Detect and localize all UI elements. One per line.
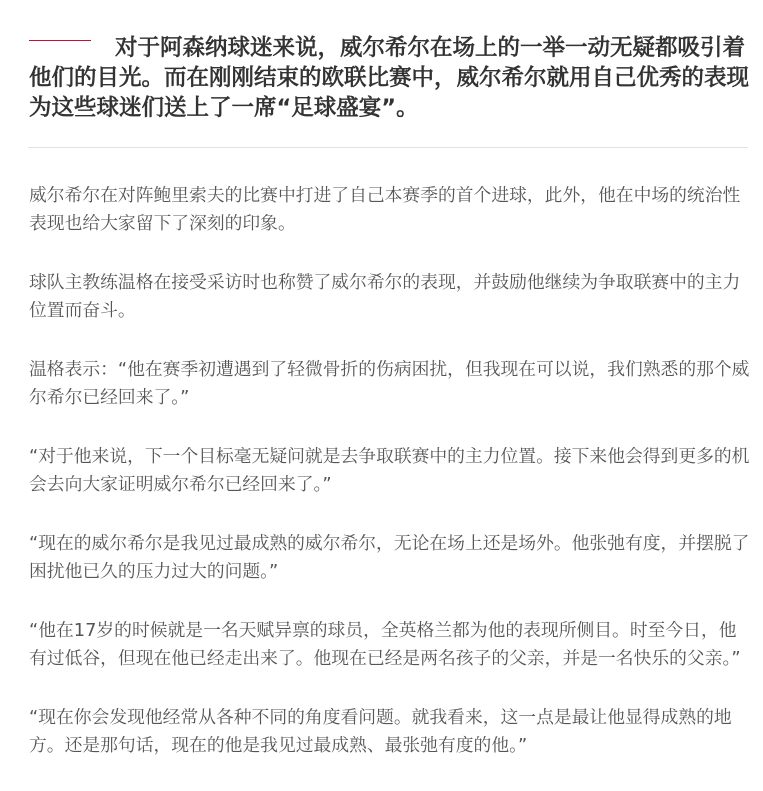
paragraph: 球队主教练温格在接受采访时也称赞了威尔希尔的表现，并鼓励他继续为争取联赛中的主力位置而奋斗。 [29, 272, 741, 321]
paragraph: 温格表示：“他在赛季初遭遇到了轻微骨折的伤病困扰，但我现在可以说，我们熟悉的那个威尔希尔已经回来了。” [29, 359, 750, 408]
paragraph: “现在的威尔希尔是我见过最成熟的威尔希尔，无论在场上还是场外。他张弛有度，并摆脱了困扰他已久的压力过大的问题。” [29, 533, 750, 582]
paragraph: “对于他来说，下一个目标毫无疑问就是去争取联赛中的主力位置。接下来他会得到更多的机会去向大家证明威尔希尔已经回来了。” [29, 446, 750, 495]
article-body [29, 182, 751, 791]
paragraph: “他在17岁的时候就是一名天赋异禀的球员，全英格兰都为他的表现所侧目。时至今日，他有过低谷，但现在他已经走出来了。他现在已经是两名孩子的父亲，并是一名快乐的父亲。” [29, 620, 741, 669]
article-lead: 对于阿森纳球迷来说，威尔希尔在场上的一举一动无疑都吸引着他们的目光。而在刚刚结束的欧联比赛中，威尔希尔就用自己优秀的表现为这些球迷们送上了一席“足球盛宴”。 [29, 35, 750, 121]
paragraph: “现在你会发现他经常从各种不同的角度看问题。就我看来，这一点是最让他显得成熟的地方。还是那句话，现在的他是我见过最成熟、最张弛有度的他。” [29, 707, 732, 756]
paragraph: 威尔希尔在对阵鲍里索夫的比赛中打进了自己本赛季的首个进球，此外，他在中场的统治性表现也给大家留下了深刻的印象。 [29, 185, 741, 234]
divider [28, 147, 748, 148]
